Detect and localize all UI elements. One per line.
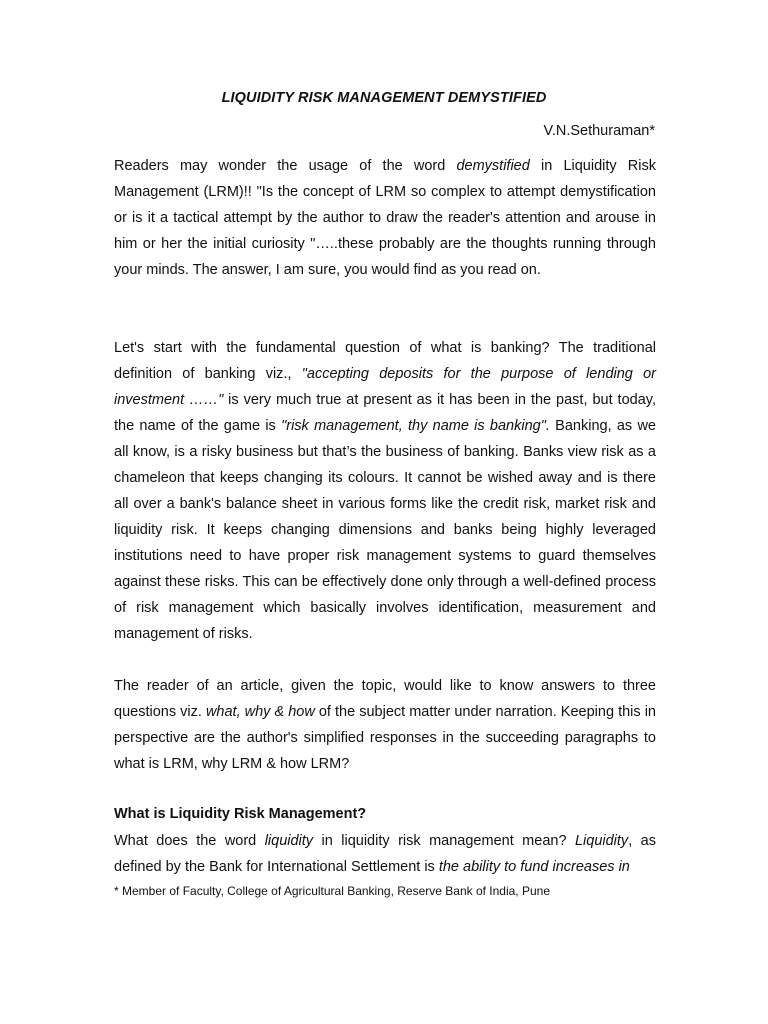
paragraph-banking — [114, 335, 656, 647]
text-run-italic: the ability to fund increases in — [438, 859, 630, 875]
text-run-italic: liquidity — [264, 833, 314, 849]
section-heading: What is Liquidity Risk Management? — [114, 806, 367, 822]
paragraph-questions — [114, 673, 656, 777]
text-run-italic: demystified — [456, 158, 530, 174]
text-run: of the subject matter under narration. Keeping this in perspective are the author's simplified responses in the succeeding paragraphs to what is LRM, why LRM & how LRM? — [114, 704, 656, 772]
text-run: , as defined by the Bank for International Settlement is — [114, 833, 656, 875]
text-run: The reader of an article, given the topic, would like to know answers to three questions viz. — [114, 678, 656, 720]
text-run: Let's start with the fundamental question of what is banking? The traditional definition of banking viz., — [114, 340, 656, 382]
text-run-italic: what, why & how — [205, 704, 315, 720]
text-run-italic: Liquidity — [574, 833, 629, 849]
text-run-italic: "accepting deposits for the purpose of lending or investment ……" — [114, 366, 657, 408]
author-name: V.N.Sethuraman* — [543, 123, 655, 139]
text-run: What does the word — [114, 833, 265, 849]
text-run: is very much true at present as it has been in the past, but today, the name of the game is — [114, 392, 656, 434]
document-title: LIQUIDITY RISK MANAGEMENT DEMYSTIFIED — [221, 90, 547, 106]
footnote: * Member of Faculty, College of Agricultural Banking, Reserve Bank of India, Pune — [114, 884, 551, 898]
text-run: Banking, as we all know, is a risky business but that’s the business of banking. Banks view risk as a chameleon that keeps changing its colours. It cannot be wished away and is there all over a bank's balance sheet in various forms like the credit risk, market risk and liquidity risk. It keeps changing dimensions and banks being highly leveraged institutions need to have proper risk management systems to guard themselves against these risks. This can be effectively done only through a well-defined process of risk management which basically involves identification, measurement and management of risks. — [114, 418, 656, 642]
text-run: in liquidity risk management mean? — [313, 833, 575, 849]
paragraph-intro — [114, 153, 656, 283]
text-run: Readers may wonder the usage of the word — [114, 158, 457, 174]
text-run-italic: "risk management, thy name is banking". — [281, 418, 550, 434]
paragraph-liquidity — [114, 828, 656, 880]
text-run: in Liquidity Risk Management (LRM)!! "Is the concept of LRM so complex to attempt demystification or is it a tactical attempt by the author to draw the reader's attention and arouse in him or her the initial curiosity "…..these probably are the thoughts running through your minds. The answer, I am sure, you would find as you read on. — [114, 158, 657, 278]
